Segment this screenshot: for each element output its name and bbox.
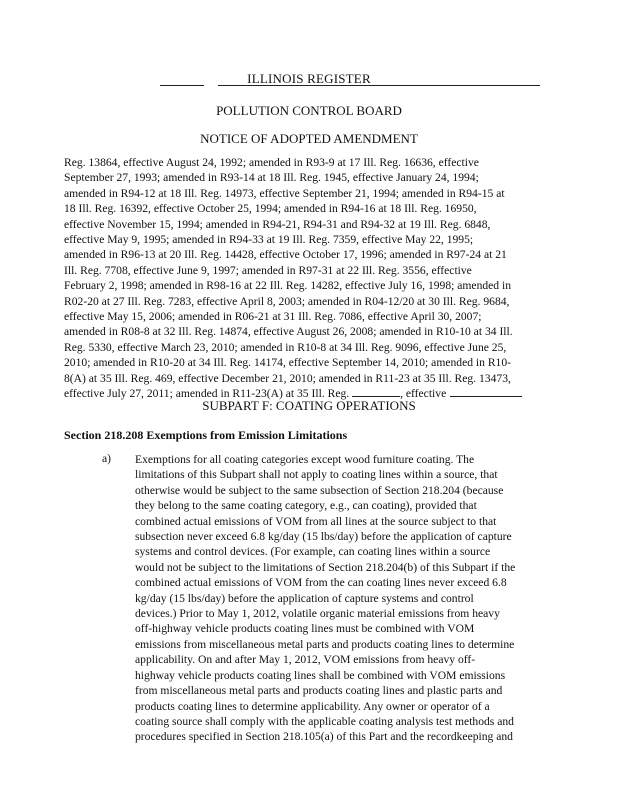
history-line [64, 294, 526, 309]
history-line [64, 186, 526, 201]
paragraph-line: emissions from miscellaneous metal parts and products coating lines to determine [135, 637, 515, 651]
history-line [64, 309, 526, 324]
paragraph-line: highway vehicle products coating lines shall be combined with VOM emissions [135, 668, 506, 682]
subpart-title: SUBPART F: COATING OPERATIONS [202, 398, 416, 413]
history-line-text: effective May 15, 2006; amended in R06-21 at 31 Ill. Reg. 7086, effective April 30, 2007; [64, 310, 482, 324]
section-heading: Section 218.208 Exemptions from Emission Limitations [64, 428, 348, 442]
paragraph-body [135, 452, 530, 745]
history-line [64, 263, 526, 278]
history-line [64, 217, 526, 232]
board-title: POLLUTION CONTROL BOARD [216, 103, 402, 118]
notice-title: NOTICE OF ADOPTED AMENDMENT [200, 131, 418, 146]
history-line [64, 340, 526, 355]
amendment-history [64, 155, 526, 402]
paragraph-line: otherwise would be subject to the same subsection of Section 218.204 (because [135, 483, 504, 497]
history-line [64, 155, 526, 170]
history-line-text: amended in R08-8 at 32 Ill. Reg. 14874, effective August 26, 2008; amended in R10-10 at 34 Ill. [64, 325, 513, 339]
history-line [64, 324, 526, 339]
history-line-text: R02-20 at 27 Ill. Reg. 7283, effective April 8, 2003; amended in R04-12/20 at 30 Ill. Reg. 9684, [64, 294, 510, 308]
history-line [64, 201, 526, 216]
paragraph-line: kg/day (15 lbs/day) before the application of capture systems and control [135, 591, 474, 605]
paragraph-line: off-highway vehicle products coating lines must be combined with VOM [135, 622, 475, 636]
paragraph-line: combined actual emissions of VOM from all lines at the source subject to that [135, 514, 497, 528]
history-line [64, 247, 526, 262]
paragraph-line: systems and control devices. (For example, can coating lines within a source [135, 545, 491, 559]
paragraph-line: products coating lines to determine applicability. Any owner or operator of a [135, 699, 490, 713]
paragraph-label: a) [102, 452, 112, 465]
paragraph-line: would not be subject to the limitations of Section 218.204(b) of this Subpart if the [135, 560, 516, 574]
paragraph-line: procedures specified in Section 218.105(a) of this Part and the recordkeeping and [135, 730, 513, 744]
history-line-text: September 27, 1993; amended in R93-14 at 18 Ill. Reg. 1945, effective January 24, 1994; [64, 171, 479, 185]
history-line [64, 170, 526, 185]
register-title: ILLINOIS REGISTER [247, 71, 371, 86]
paragraph-line: Exemptions for all coating categories except wood furniture coating. The [135, 453, 475, 466]
history-line-text: effective July 27, 2011; amended in R11-23(A) at 35 Ill. Reg. [64, 387, 350, 401]
paragraph-line: applicability. On and after May 1, 2012, VOM emissions from heavy off- [135, 653, 476, 667]
history-line-text: 8(A) at 35 Ill. Reg. 469, effective December 21, 2010; amended in R11-23 at 35 Ill. Reg. 13473, [64, 371, 511, 385]
history-line-text: effective May 9, 1995; amended in R94-33 at 19 Ill. Reg. 7359, effective May 22, 1995; [64, 233, 474, 247]
history-line-text: Ill. Reg. 7708, effective June 9, 1997; amended in R97-31 at 22 Ill. Reg. 3556, effective [64, 263, 472, 277]
paragraph-line: they belong to the same coating category, e.g., can coating), provided that [135, 499, 477, 513]
blank-volume-field [352, 386, 400, 397]
paragraph-line: combined actual emissions of VOM from the can coating lines never exceed 6.8 [135, 576, 507, 590]
history-line [64, 278, 526, 293]
paragraph-line: limitations of this Subpart shall not apply to coating lines within a source, that [135, 468, 498, 482]
history-line-text: amended in R94-12 at 18 Ill. Reg. 14973, effective September 21, 1994; amended in R94-15 at [64, 186, 505, 200]
history-line [64, 232, 526, 247]
history-line-text: 2010; amended in R10-20 at 34 Ill. Reg. 14174, effective September 14, 2010; amended in R10- [64, 356, 512, 370]
history-line-text: effective November 15, 1994; amended in R94-21, R94-31 and R94-32 at 19 Ill. Reg. 6848, [64, 217, 491, 231]
paragraph-line: devices.) Prior to May 1, 2012, volatile organic material emissions from heavy [135, 607, 500, 621]
history-line [64, 355, 526, 370]
history-line-text: Reg. 5330, effective March 23, 2010; amended in R10-8 at 34 Ill. Reg. 9096, effective June 25, [64, 340, 507, 354]
history-line-text: 18 Ill. Reg. 16392, effective October 25, 1994; amended in R94-16 at 18 Ill. Reg. 16950, [64, 202, 477, 216]
history-line [64, 371, 526, 386]
paragraph-line: from miscellaneous metal parts and products coating lines and plastic parts and [135, 684, 503, 698]
history-line-text: Reg. 13864, effective August 24, 1992; amended in R93-9 at 17 Ill. Reg. 16636, effective [64, 156, 479, 169]
history-line-text: amended in R96-13 at 20 Ill. Reg. 14428, effective October 17, 1996; amended in R97-24 at 21 [64, 248, 507, 262]
effective-label: , effective [400, 387, 447, 401]
paragraph-line: subsection never exceed 6.8 kg/day (15 lbs/day) before the application of capture [135, 530, 512, 544]
paragraph-line: coating source shall comply with the applicable coating analysis test methods and [135, 714, 514, 728]
blank-date-field [450, 386, 522, 397]
history-line-text: February 2, 1998; amended in R98-16 at 22 Ill. Reg. 14282, effective July 16, 1998; amended in [64, 279, 512, 293]
